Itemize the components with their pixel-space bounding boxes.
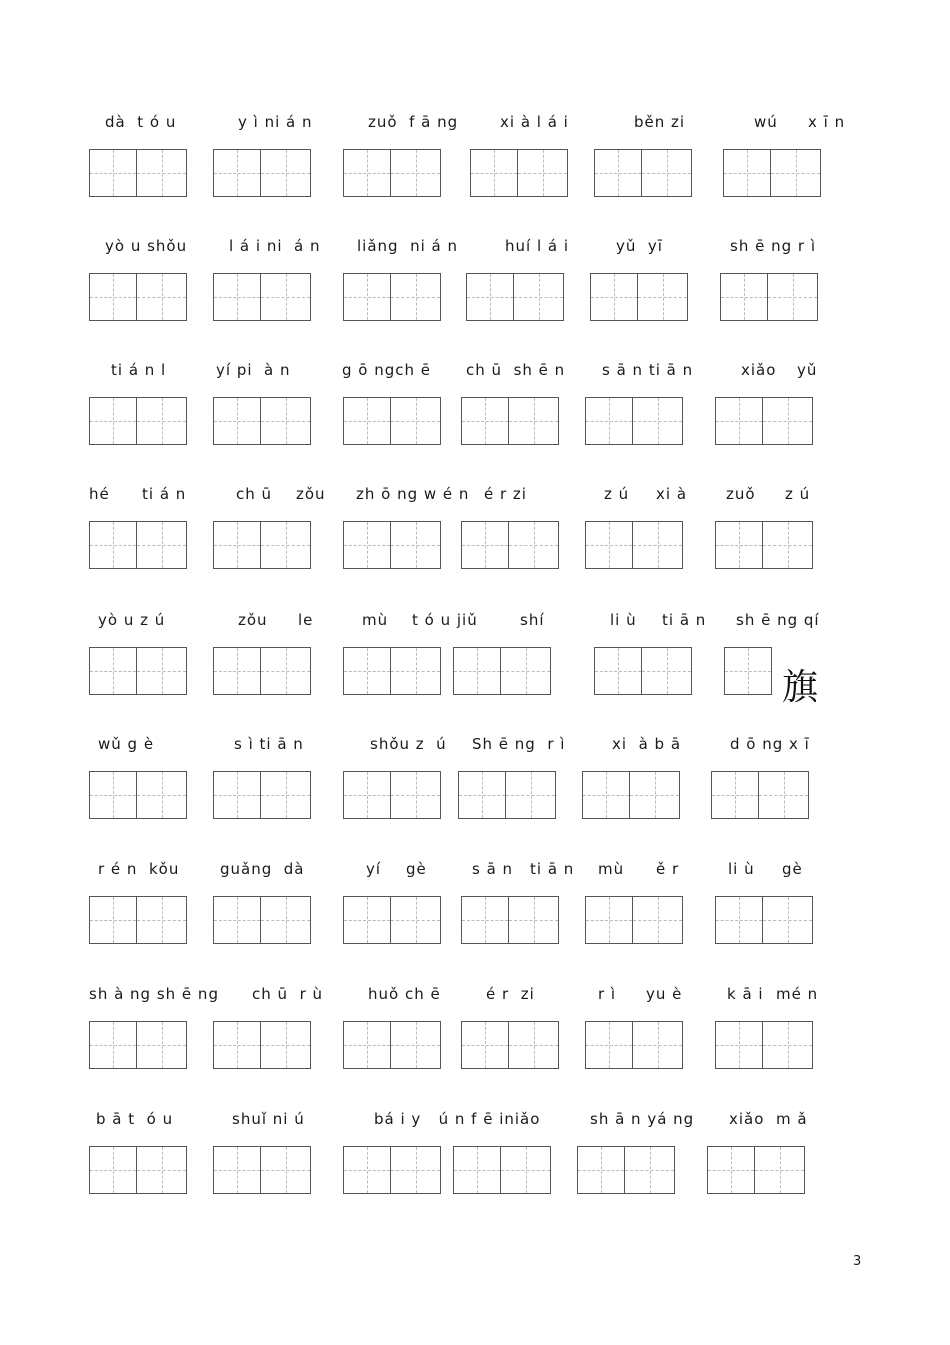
writing-box-pair[interactable] bbox=[577, 1146, 675, 1194]
pinyin-label: shuǐ ni ú bbox=[232, 1110, 305, 1128]
exercise-row bbox=[0, 859, 950, 983]
pinyin-label: zh ō ng w é n bbox=[356, 485, 470, 503]
pinyin-label: dà t ó u bbox=[105, 113, 177, 131]
pinyin-label: běn zi bbox=[634, 113, 686, 131]
exercise-row bbox=[0, 610, 950, 734]
pinyin-label: hé bbox=[89, 485, 110, 503]
pinyin-label: shí bbox=[520, 611, 545, 629]
pinyin-label: g ō ngch ē bbox=[342, 361, 432, 379]
pinyin-label: mù bbox=[362, 611, 389, 629]
pinyin-label: Sh ē ng r ì bbox=[472, 735, 566, 753]
exercise-row bbox=[0, 734, 950, 858]
writing-box-pair[interactable] bbox=[594, 647, 692, 695]
writing-box-pair[interactable] bbox=[590, 273, 688, 321]
pinyin-label: x ī n bbox=[808, 113, 846, 131]
pinyin-label: ch ū r ù bbox=[252, 985, 324, 1003]
writing-box-pair[interactable] bbox=[213, 521, 311, 569]
writing-box-pair[interactable] bbox=[89, 1021, 187, 1069]
pinyin-label: ě r bbox=[656, 860, 680, 878]
pinyin-label: sh à ng sh ē ng bbox=[89, 985, 219, 1003]
writing-box-pair[interactable] bbox=[89, 771, 187, 819]
pinyin-label: é r zi bbox=[486, 985, 535, 1003]
pinyin-label: huí l á i bbox=[505, 237, 570, 255]
writing-box-pair[interactable] bbox=[711, 771, 809, 819]
writing-box-pair[interactable] bbox=[213, 273, 311, 321]
pinyin-label: é r zi bbox=[484, 485, 527, 503]
writing-box-pair[interactable] bbox=[89, 896, 187, 944]
pinyin-label: ti ā n bbox=[662, 611, 707, 629]
writing-box-pair[interactable] bbox=[461, 397, 559, 445]
writing-box-pair[interactable] bbox=[585, 896, 683, 944]
pinyin-label: mù bbox=[598, 860, 625, 878]
writing-box-pair[interactable] bbox=[585, 1021, 683, 1069]
writing-box-pair[interactable] bbox=[89, 149, 187, 197]
writing-box-pair[interactable] bbox=[453, 647, 551, 695]
pinyin-label: huǒ ch ē bbox=[368, 985, 441, 1003]
writing-box-pair[interactable] bbox=[213, 896, 311, 944]
writing-box-pair[interactable] bbox=[715, 521, 813, 569]
writing-box-pair[interactable] bbox=[470, 149, 568, 197]
pinyin-label: s ā n bbox=[472, 860, 514, 878]
pinyin-label: zuǒ f ā ng bbox=[368, 113, 459, 131]
writing-box-pair[interactable] bbox=[343, 1021, 441, 1069]
pinyin-label: ti á n bbox=[142, 485, 187, 503]
pinyin-label: gè bbox=[406, 860, 427, 878]
pinyin-label: yò u shǒu bbox=[105, 237, 188, 255]
writing-box-pair[interactable] bbox=[723, 149, 821, 197]
writing-box-pair[interactable] bbox=[89, 521, 187, 569]
pinyin-label: r é n kǒu bbox=[98, 860, 180, 878]
pinyin-label: xiǎo bbox=[741, 361, 777, 379]
writing-box-pair[interactable] bbox=[461, 521, 559, 569]
writing-box-pair[interactable] bbox=[720, 273, 818, 321]
pinyin-label: wǔ g è bbox=[98, 735, 155, 753]
pinyin-label: ti á n l bbox=[111, 361, 167, 379]
pinyin-label: li ù bbox=[728, 860, 755, 878]
pinyin-label: zǒu bbox=[296, 485, 326, 503]
pinyin-label: yò u z ú bbox=[98, 611, 166, 629]
pinyin-label: s ì ti ā n bbox=[234, 735, 304, 753]
writing-box-pair[interactable] bbox=[89, 1146, 187, 1194]
writing-box-pair[interactable] bbox=[461, 1021, 559, 1069]
pinyin-label: zǒu bbox=[238, 611, 268, 629]
pinyin-label: yǔ yī bbox=[616, 237, 663, 255]
pinyin-label: t ó u jiǔ bbox=[412, 611, 478, 629]
exercise-row bbox=[0, 1109, 950, 1233]
writing-box-pair[interactable] bbox=[89, 273, 187, 321]
writing-box-pair[interactable] bbox=[594, 149, 692, 197]
writing-box-pair[interactable] bbox=[343, 1146, 441, 1194]
writing-box-pair[interactable] bbox=[343, 647, 441, 695]
pinyin-label: li ù bbox=[610, 611, 637, 629]
pinyin-label: xiǎo bbox=[729, 1110, 765, 1128]
pinyin-label: sh ē ng r ì bbox=[730, 237, 816, 255]
writing-box-pair[interactable] bbox=[343, 771, 441, 819]
writing-box-pair[interactable] bbox=[585, 397, 683, 445]
pinyin-label: xi à l á i bbox=[500, 113, 569, 131]
writing-box-pair[interactable] bbox=[343, 149, 441, 197]
writing-box-pair[interactable] bbox=[213, 647, 311, 695]
pinyin-label: z ú bbox=[604, 485, 630, 503]
pinyin-label: yǔ bbox=[797, 361, 818, 379]
pinyin-label: guǎng dà bbox=[220, 860, 305, 878]
writing-box-single[interactable] bbox=[724, 647, 772, 695]
writing-box-pair[interactable] bbox=[453, 1146, 551, 1194]
page-number: 3 bbox=[853, 1254, 862, 1269]
pinyin-label: xi à bbox=[656, 485, 688, 503]
writing-box-pair[interactable] bbox=[466, 273, 564, 321]
pinyin-label: s ā n ti ā n bbox=[602, 361, 694, 379]
writing-box-pair[interactable] bbox=[715, 896, 813, 944]
writing-box-pair[interactable] bbox=[461, 896, 559, 944]
pinyin-label: yu è bbox=[646, 985, 683, 1003]
exercise-row bbox=[0, 236, 950, 360]
pinyin-label: zuǒ bbox=[726, 485, 756, 503]
writing-box-pair[interactable] bbox=[213, 149, 311, 197]
pinyin-label: mé n bbox=[776, 985, 819, 1003]
pinyin-label: l á i ni á n bbox=[229, 237, 321, 255]
writing-box-pair[interactable] bbox=[89, 397, 187, 445]
filled-character: 旗 bbox=[782, 667, 819, 708]
pinyin-label: xi à b ā bbox=[612, 735, 682, 753]
pinyin-label: z ú bbox=[785, 485, 811, 503]
exercise-row bbox=[0, 484, 950, 608]
exercise-row bbox=[0, 984, 950, 1108]
pinyin-label: y ì ni á n bbox=[238, 113, 313, 131]
writing-box-pair[interactable] bbox=[707, 1146, 805, 1194]
writing-box-pair[interactable] bbox=[343, 273, 441, 321]
pinyin-label: bá i y ú n f ē iniǎo bbox=[374, 1110, 541, 1128]
pinyin-label: r ì bbox=[598, 985, 617, 1003]
pinyin-label: sh ē ng qí bbox=[736, 611, 820, 629]
exercise-row bbox=[0, 112, 950, 236]
writing-box-pair[interactable] bbox=[585, 521, 683, 569]
writing-box-pair[interactable] bbox=[343, 896, 441, 944]
pinyin-label: ch ū sh ē n bbox=[466, 361, 566, 379]
writing-box-pair[interactable] bbox=[715, 1021, 813, 1069]
pinyin-label: shǒu z ú bbox=[370, 735, 447, 753]
pinyin-label: sh ā n yá ng bbox=[590, 1110, 695, 1128]
pinyin-label: k ā i bbox=[727, 985, 764, 1003]
exercise-row bbox=[0, 360, 950, 484]
pinyin-label: wú bbox=[754, 113, 778, 131]
writing-box-pair[interactable] bbox=[213, 1146, 311, 1194]
writing-box-pair[interactable] bbox=[582, 771, 680, 819]
pinyin-label: le bbox=[298, 611, 314, 629]
pinyin-label: yí bbox=[366, 860, 382, 878]
pinyin-label: d ō ng x ī bbox=[730, 735, 810, 753]
writing-box-pair[interactable] bbox=[458, 771, 556, 819]
pinyin-label: m ǎ bbox=[776, 1110, 808, 1128]
pinyin-label: b ā t ó u bbox=[96, 1110, 174, 1128]
writing-box-pair[interactable] bbox=[715, 397, 813, 445]
writing-box-pair[interactable] bbox=[343, 521, 441, 569]
writing-box-pair[interactable] bbox=[213, 771, 311, 819]
pinyin-label: liǎng ni á n bbox=[357, 237, 459, 255]
writing-box-pair[interactable] bbox=[89, 647, 187, 695]
pinyin-label: gè bbox=[782, 860, 803, 878]
writing-box-pair[interactable] bbox=[343, 397, 441, 445]
writing-box-pair[interactable] bbox=[213, 397, 311, 445]
pinyin-label: ch ū bbox=[236, 485, 273, 503]
writing-box-pair[interactable] bbox=[213, 1021, 311, 1069]
pinyin-label: yí pi à n bbox=[216, 361, 291, 379]
pinyin-label: ti ā n bbox=[530, 860, 575, 878]
